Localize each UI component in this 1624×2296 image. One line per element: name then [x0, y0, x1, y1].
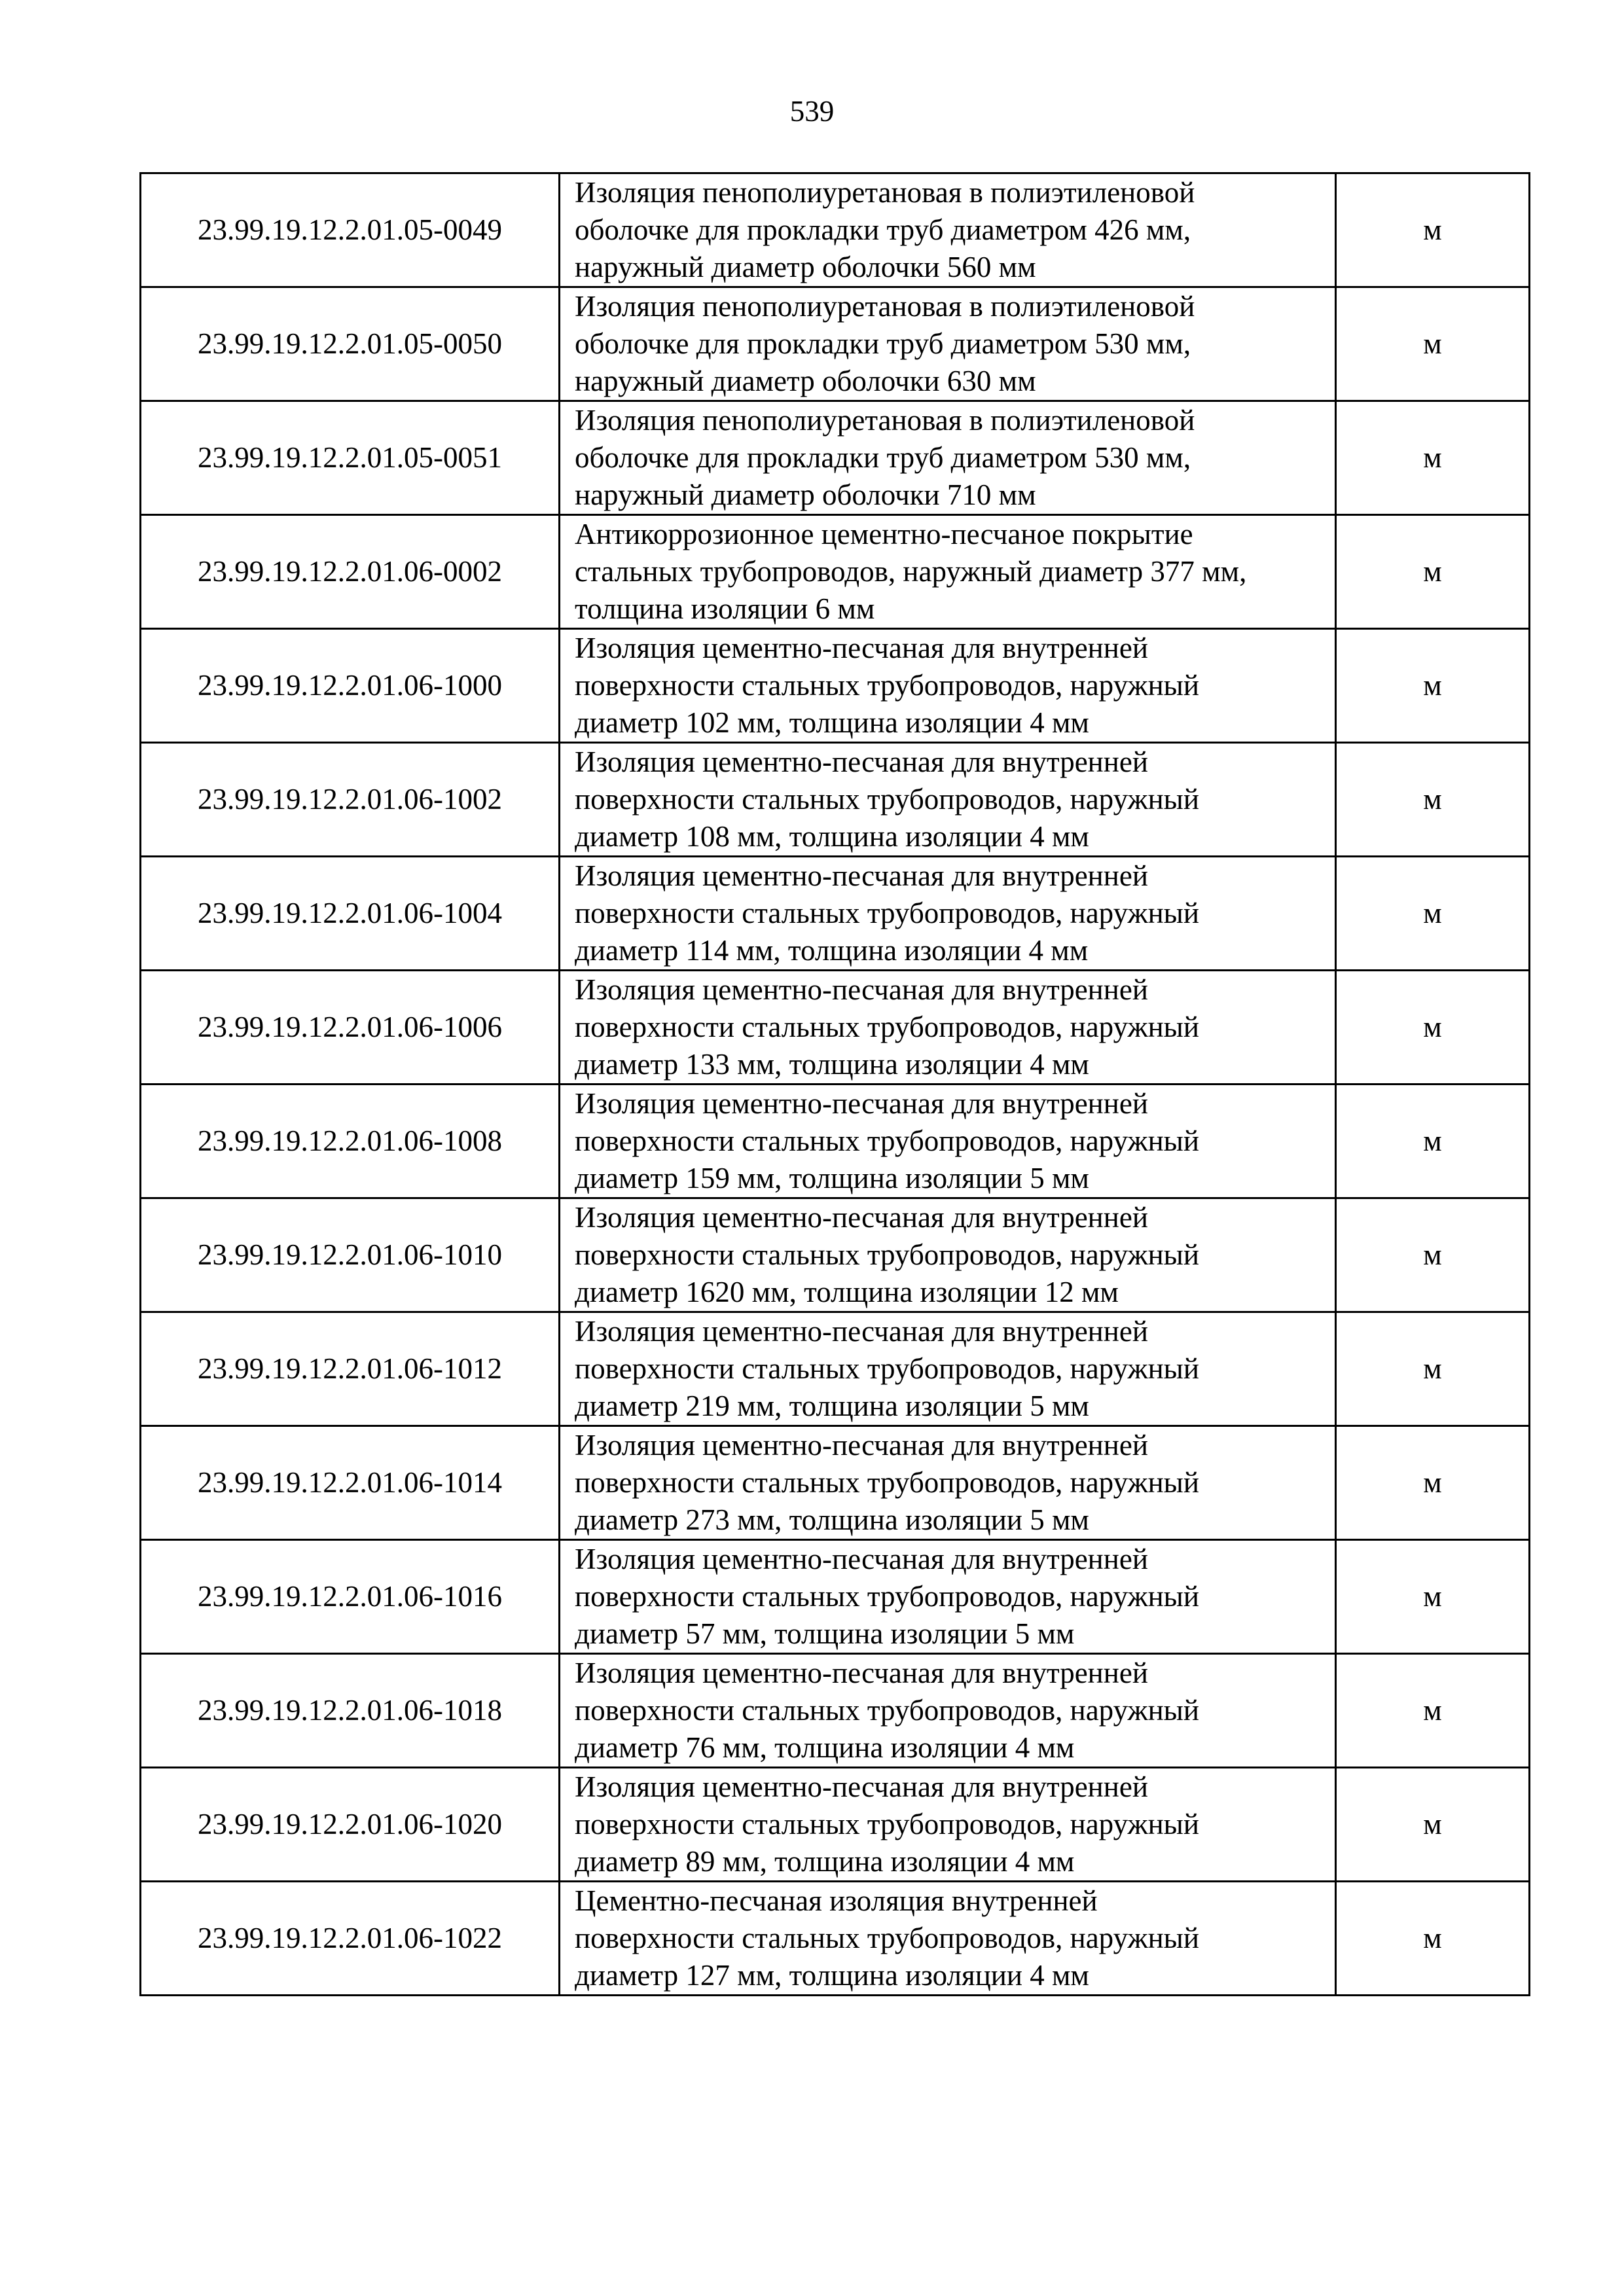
description-line: Изоляция пенополиуретановая в полиэтиленовой: [575, 404, 1195, 437]
item-description: [560, 287, 1336, 401]
table-body: [141, 173, 1530, 1996]
item-code: 23.99.19.12.2.01.06-1010: [141, 1198, 560, 1312]
table-row: [141, 1198, 1530, 1312]
description-line: оболочке для прокладки труб диаметром 426 мм,: [575, 213, 1191, 246]
item-unit: м: [1336, 1654, 1530, 1768]
item-unit: м: [1336, 1426, 1530, 1540]
item-description: [560, 401, 1336, 515]
item-description: [560, 971, 1336, 1085]
materials-table: [139, 172, 1530, 1996]
description-line: диаметр 159 мм, толщина изоляции 5 мм: [575, 1162, 1089, 1194]
item-description: [560, 1426, 1336, 1540]
table-row: [141, 971, 1530, 1085]
description-line: диаметр 108 мм, толщина изоляции 4 мм: [575, 820, 1089, 853]
description-line: Изоляция цементно-песчаная для внутренней: [575, 632, 1148, 664]
table-row: [141, 1426, 1530, 1540]
item-code: 23.99.19.12.2.01.06-1022: [141, 1882, 560, 1996]
item-description: [560, 857, 1336, 971]
description-line: диаметр 127 мм, толщина изоляции 4 мм: [575, 1959, 1089, 1992]
table-row: [141, 287, 1530, 401]
item-unit: м: [1336, 287, 1530, 401]
item-unit: м: [1336, 1882, 1530, 1996]
description-line: диаметр 76 мм, толщина изоляции 4 мм: [575, 1731, 1075, 1764]
description-line: оболочке для прокладки труб диаметром 530 мм,: [575, 327, 1191, 360]
description-line: поверхности стальных трубопроводов, наружный: [575, 1238, 1199, 1271]
description-line: Изоляция цементно-песчаная для внутренней: [575, 1429, 1148, 1462]
item-description: [560, 1654, 1336, 1768]
item-code: 23.99.19.12.2.01.06-1020: [141, 1768, 560, 1882]
description-line: поверхности стальных трубопроводов, наружный: [575, 1922, 1199, 1954]
item-unit: м: [1336, 173, 1530, 287]
item-description: [560, 1768, 1336, 1882]
description-line: Изоляция цементно-песчаная для внутренней: [575, 1770, 1148, 1803]
table-row: [141, 1085, 1530, 1198]
description-line: наружный диаметр оболочки 630 мм: [575, 365, 1036, 397]
description-line: поверхности стальных трубопроводов, наружный: [575, 1694, 1199, 1727]
description-line: диаметр 114 мм, толщина изоляции 4 мм: [575, 934, 1089, 967]
item-code: 23.99.19.12.2.01.06-1000: [141, 629, 560, 743]
item-unit: м: [1336, 401, 1530, 515]
item-unit: м: [1336, 1085, 1530, 1198]
description-line: стальных трубопроводов, наружный диаметр 377 мм,: [575, 555, 1247, 588]
item-description: [560, 173, 1336, 287]
table-row: [141, 401, 1530, 515]
item-code: 23.99.19.12.2.01.06-1018: [141, 1654, 560, 1768]
description-line: оболочке для прокладки труб диаметром 530 мм,: [575, 441, 1191, 474]
item-code: 23.99.19.12.2.01.05-0049: [141, 173, 560, 287]
description-line: наружный диаметр оболочки 710 мм: [575, 478, 1036, 511]
item-code: 23.99.19.12.2.01.06-1012: [141, 1312, 560, 1426]
table-row: [141, 1654, 1530, 1768]
item-description: [560, 629, 1336, 743]
item-description: [560, 1085, 1336, 1198]
description-line: поверхности стальных трубопроводов, наружный: [575, 897, 1199, 929]
table-row: [141, 1540, 1530, 1654]
description-line: Изоляция цементно-песчаная для внутренней: [575, 1201, 1148, 1234]
description-line: Изоляция цементно-песчаная для внутренней: [575, 1087, 1148, 1120]
table-row: [141, 173, 1530, 287]
description-line: Изоляция цементно-песчаная для внутренней: [575, 1543, 1148, 1575]
description-line: Цементно-песчаная изоляция внутренней: [575, 1884, 1098, 1917]
table-row: [141, 629, 1530, 743]
item-code: 23.99.19.12.2.01.05-0050: [141, 287, 560, 401]
description-line: Изоляция пенополиуретановая в полиэтиленовой: [575, 176, 1195, 209]
description-line: поверхности стальных трубопроводов, наружный: [575, 1466, 1199, 1499]
item-description: [560, 515, 1336, 629]
item-code: 23.99.19.12.2.01.06-1004: [141, 857, 560, 971]
description-line: Изоляция цементно-песчаная для внутренней: [575, 1315, 1148, 1348]
description-line: диаметр 89 мм, толщина изоляции 4 мм: [575, 1845, 1075, 1878]
page-number: 539: [789, 95, 835, 128]
item-code: 23.99.19.12.2.01.06-1002: [141, 743, 560, 857]
item-description: [560, 1882, 1336, 1996]
table-row: [141, 1768, 1530, 1882]
item-description: [560, 743, 1336, 857]
description-line: Изоляция цементно-песчаная для внутренней: [575, 973, 1148, 1006]
description-line: поверхности стальных трубопроводов, наружный: [575, 1352, 1199, 1385]
description-line: диаметр 133 мм, толщина изоляции 4 мм: [575, 1048, 1089, 1081]
item-code: 23.99.19.12.2.01.06-1008: [141, 1085, 560, 1198]
table-row: [141, 743, 1530, 857]
description-line: поверхности стальных трубопроводов, наружный: [575, 1124, 1199, 1157]
item-unit: м: [1336, 1198, 1530, 1312]
description-line: поверхности стальных трубопроводов, наружный: [575, 669, 1199, 702]
item-description: [560, 1198, 1336, 1312]
item-unit: м: [1336, 629, 1530, 743]
item-unit: м: [1336, 857, 1530, 971]
description-line: Изоляция цементно-песчаная для внутренней: [575, 1657, 1148, 1689]
item-unit: м: [1336, 1540, 1530, 1654]
description-line: поверхности стальных трубопроводов, наружный: [575, 1580, 1199, 1613]
description-line: Изоляция цементно-песчаная для внутренней: [575, 745, 1148, 778]
description-line: Изоляция пенополиуретановая в полиэтиленовой: [575, 290, 1195, 323]
description-line: диаметр 273 мм, толщина изоляции 5 мм: [575, 1503, 1089, 1536]
item-code: 23.99.19.12.2.01.06-0002: [141, 515, 560, 629]
item-code: 23.99.19.12.2.01.06-1006: [141, 971, 560, 1085]
item-code: 23.99.19.12.2.01.06-1016: [141, 1540, 560, 1654]
table-row: [141, 515, 1530, 629]
item-description: [560, 1540, 1336, 1654]
description-line: поверхности стальных трубопроводов, наружный: [575, 783, 1199, 816]
item-code: 23.99.19.12.2.01.06-1014: [141, 1426, 560, 1540]
description-line: поверхности стальных трубопроводов, наружный: [575, 1011, 1199, 1043]
item-code: 23.99.19.12.2.01.05-0051: [141, 401, 560, 515]
table-row: [141, 857, 1530, 971]
description-line: диаметр 102 мм, толщина изоляции 4 мм: [575, 706, 1089, 739]
item-unit: м: [1336, 1768, 1530, 1882]
item-unit: м: [1336, 971, 1530, 1085]
description-line: толщина изоляции 6 мм: [575, 592, 875, 625]
description-line: диаметр 1620 мм, толщина изоляции 12 мм: [575, 1276, 1119, 1308]
description-line: наружный диаметр оболочки 560 мм: [575, 251, 1036, 283]
item-unit: м: [1336, 515, 1530, 629]
description-line: поверхности стальных трубопроводов, наружный: [575, 1808, 1199, 1840]
description-line: Изоляция цементно-песчаная для внутренней: [575, 859, 1148, 892]
description-line: диаметр 57 мм, толщина изоляции 5 мм: [575, 1617, 1075, 1650]
description-line: диаметр 219 мм, толщина изоляции 5 мм: [575, 1390, 1089, 1422]
description-line: Антикоррозионное цементно-песчаное покрытие: [575, 518, 1193, 550]
item-description: [560, 1312, 1336, 1426]
table-row: [141, 1882, 1530, 1996]
item-unit: м: [1336, 743, 1530, 857]
item-unit: м: [1336, 1312, 1530, 1426]
table-row: [141, 1312, 1530, 1426]
